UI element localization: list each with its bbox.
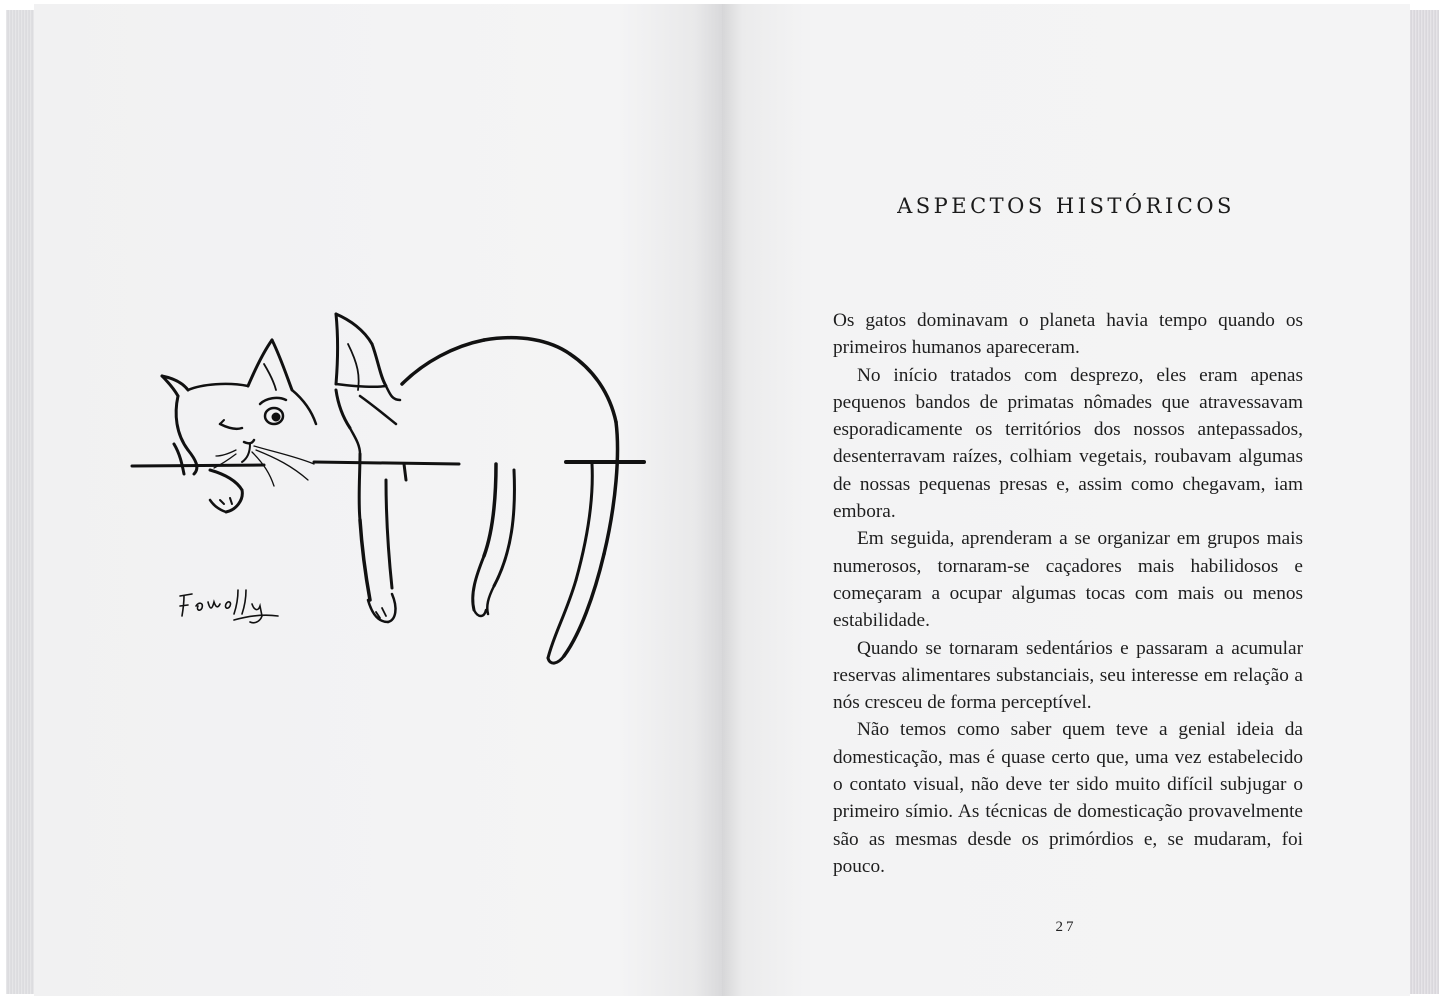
- paragraph-5: Não temos como saber quem teve a genial ideia da domesticação, mas é quase certo que, uma vez estabelecido o contato visual, não deve ter sido muito difícil subjugar o primeiro símio. As técnicas de domesticação provavelmente são as mesmas desde os primórdios e, se mudaram, foi pouco.: [833, 719, 1303, 877]
- paragraph-2: No início tratados com desprezo, eles eram apenas pequenos bandos de primatas nômades que atravessavam esporadicamente os territórios dos nossos antepassados, desenterravam raízes, colhiam vegetais, roubavam algumas de nossas pequenas presas e, assim como chegavam, iam embora.: [833, 364, 1303, 523]
- page-edges-left: [6, 10, 34, 994]
- paragraph-3: Em seguida, aprenderam a se organizar em grupos mais numerosos, tornaram-se caçadores mais habilidosos e começaram a ocupar algumas tocas com mais ou menos estabilidade.: [833, 528, 1303, 632]
- artist-signature: [174, 586, 284, 626]
- paragraph-1: Os gatos dominavam o planeta havia tempo quando os primeiros humanos apareceram.: [833, 310, 1303, 359]
- chapter-title: ASPECTOS HISTÓRICOS: [897, 194, 1235, 218]
- cat-illustration: [124, 304, 724, 684]
- left-page: [34, 4, 722, 996]
- body-text: [833, 307, 1303, 880]
- paragraph-4: Quando se tornaram sedentários e passaram a acumular reservas alimentares substanciais, seu interesse em relação a nós cresceu de forma perceptível.: [833, 637, 1303, 714]
- page-edges-right: [1409, 10, 1439, 994]
- right-page: [722, 4, 1410, 996]
- page-number: 27: [1055, 919, 1077, 935]
